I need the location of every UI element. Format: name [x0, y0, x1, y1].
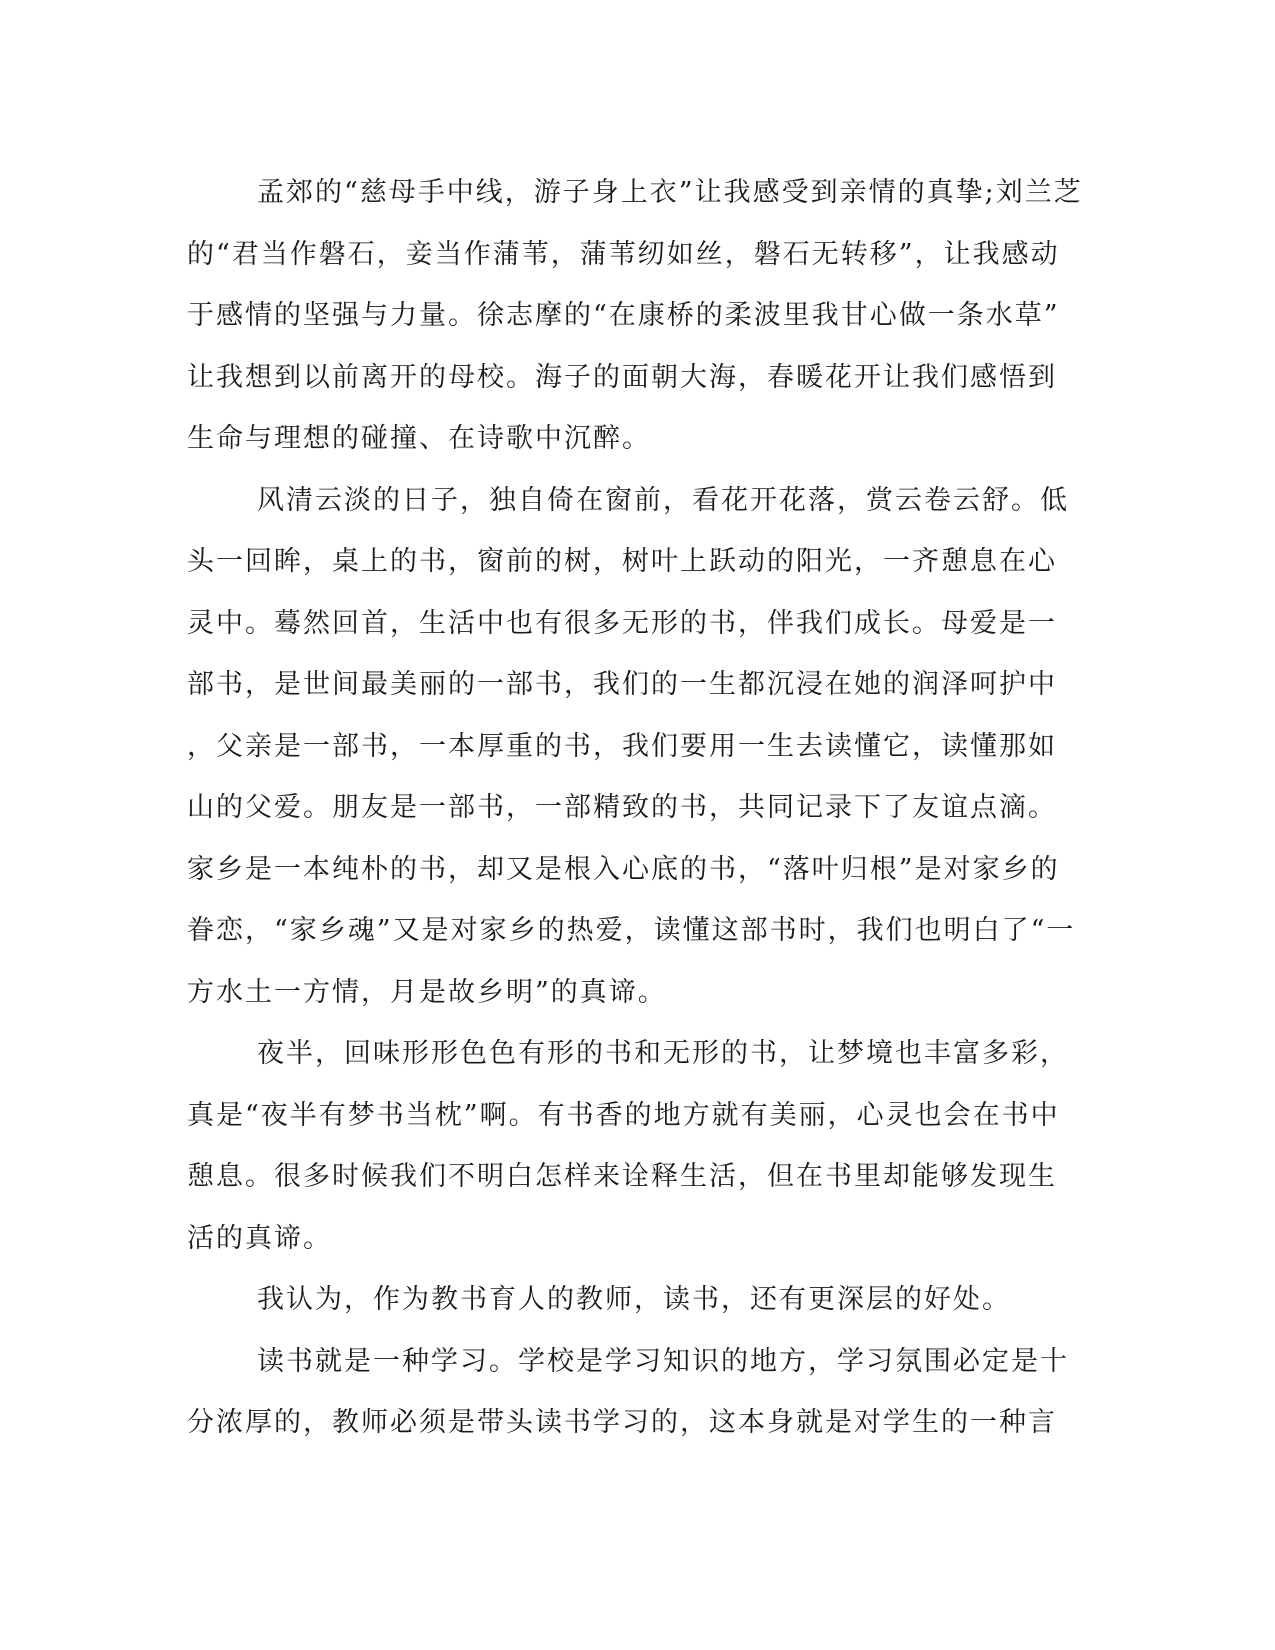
paragraph-1-line: 孟郊的“慈母手中线，游子身上衣”让我感受到亲情的真挚;刘兰芝 [257, 177, 1083, 208]
paragraph-2-line: 部书，是世间最美丽的一部书，我们的一生都沉浸在她的润泽呵护中 [187, 669, 1057, 700]
paragraph-1-line: 的“君当作磐石，妾当作蒲苇，蒲苇纫如丝，磐石无转移”，让我感动 [187, 238, 1060, 270]
paragraph-2-line: ，父亲是一部书，一本厚重的书，我们要用一生去读懂它，读懂那如 [187, 730, 1057, 762]
paragraph-1-line: 让我想到以前离开的母校。海子的面朝大海，春暖花开让我们感悟到 [187, 361, 1057, 393]
paragraph-2-line: 眷恋，“家乡魂”又是对家乡的热爱，读懂这部书时，我们也明白了“一 [187, 915, 1076, 946]
paragraph-2-line: 风清云淡的日子，独自倚在窗前，看花开花落，赏云卷云舒。低 [257, 484, 1069, 516]
body-text [187, 162, 1083, 1454]
paragraph-3-line: 夜半，回味形形色色有形的书和无形的书，让梦境也丰富多彩， [257, 1038, 1069, 1069]
paragraph-2-line: 头一回眸，桌上的书，窗前的树，树叶上跃动的阳光，一齐憩息在心 [187, 546, 1057, 577]
paragraph-3-line: 憩息。很多时候我们不明白怎样来诠释生活，但在书里却能够发现生 [187, 1161, 1057, 1192]
paragraph-3-line: 活的真谛。 [187, 1222, 332, 1254]
paragraph-5-line: 读书就是一种学习。学校是学习知识的地方，学习氛围必定是十 [257, 1345, 1069, 1377]
paragraph-3-line: 真是“夜半有梦书当枕”啊。有书香的地方就有美丽，心灵也会在书中 [187, 1099, 1060, 1131]
paragraph-2-line: 方水土一方情，月是故乡明”的真谛。 [187, 976, 667, 1008]
paragraph-1-line: 于感情的坚强与力量。徐志摩的“在康桥的柔波里我甘心做一条水草” [187, 300, 1060, 331]
paragraph-5-line: 分浓厚的，教师必须是带头读书学习的，这本身就是对学生的一种言 [187, 1407, 1057, 1438]
paragraph-2-line: 家乡是一本纯朴的书，却又是根入心底的书，“落叶归根”是对家乡的 [187, 853, 1060, 885]
paragraph-4-line: 我认为，作为教书育人的教师，读书，还有更深层的好处。 [257, 1284, 1011, 1315]
paragraph-2-line: 灵中。蓦然回首，生活中也有很多无形的书，伴我们成长。母爱是一 [187, 607, 1057, 639]
paragraph-2-line: 山的父爱。朋友是一部书，一部精致的书，共同记录下了友谊点滴。 [187, 792, 1057, 823]
paragraph-1-line: 生命与理想的碰撞、在诗歌中沉醉。 [187, 423, 651, 454]
